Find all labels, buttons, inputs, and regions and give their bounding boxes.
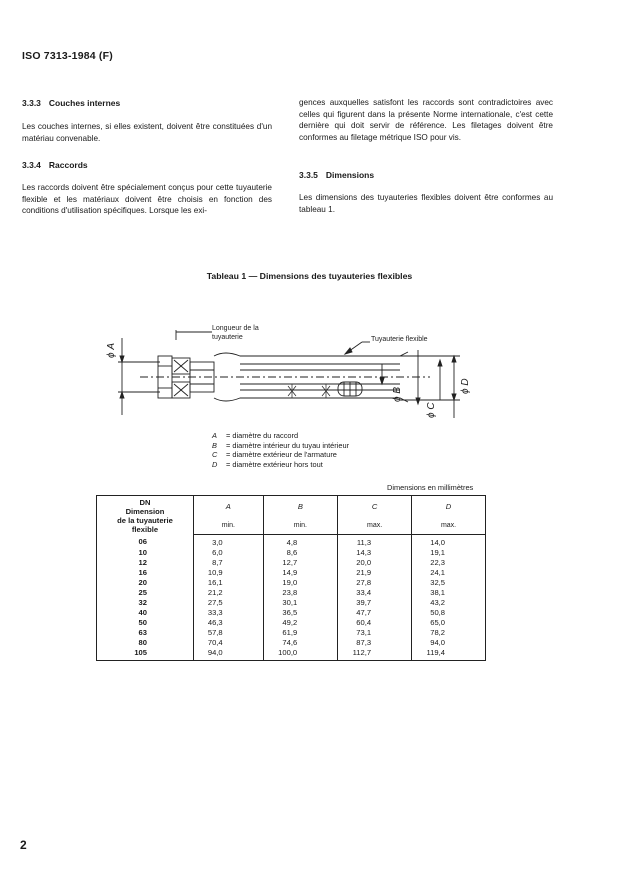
cell-d: 119,4 [412,648,486,661]
cell-a: 6,0 [194,548,264,558]
cell-dn: 80 [97,638,194,648]
table-row [97,608,486,618]
cell-a: 57,8 [194,628,264,638]
cell-c: 11,3 [338,534,412,548]
legend-item [212,460,349,470]
cell-c: 20,0 [338,558,412,568]
cell-a: 8,7 [194,558,264,568]
cell-a: 21,2 [194,588,264,598]
dn-header-line: flexible [131,525,159,534]
cell-d: 24,1 [412,568,486,578]
cell-dn: 105 [97,648,194,661]
cell-dn: 06 [97,534,194,548]
col-header-c: C [338,496,412,518]
cell-b: 8,6 [263,548,338,558]
table-row [97,558,486,568]
col-qualifier: max. [412,517,486,534]
section-333-text: Les couches internes, si elles existent, doivent être constituées d'un matériau convenable. [22,122,272,143]
col-header-a: A [194,496,264,518]
legend-letter: B [212,440,217,450]
section-title: Raccords [48,160,88,170]
cell-b: 14,9 [263,568,338,578]
legend-text: = diamètre extérieur hors tout [226,459,323,469]
units-note: Dimensions en millimètres [387,483,474,492]
cell-c: 47,7 [338,608,412,618]
dn-header-line: Dimension [125,507,165,516]
table-row [97,578,486,588]
cell-c: 112,7 [338,648,412,661]
cell-d: 94,0 [412,638,486,648]
table-title: Tableau 1 — Dimensions des tuyauteries flexibles [206,271,413,281]
legend-item [212,450,349,460]
cell-dn: 63 [97,628,194,638]
table-body [97,534,486,660]
section-334-continued-text: gences auxquelles satisfont les raccords sont contradictoires avec celles qui figurent dans la présente Norme internationale, c'est cette dernière qui doit servir de référence. Les filetages doivent être conformes au filetage métrique ISO pour vis. [299,98,553,142]
section-title: Couches internes [48,98,121,108]
section-334-text: Les raccords doivent être spécialement conçus pour cette tuyauterie flexible et les matériaux doivent être choisis en fonction des conditions d'utilisation spécifiques. Lorsque les exi- [22,183,272,215]
legend-letter: C [212,450,218,460]
dn-header-line: de la tuyauterie [117,516,173,525]
cell-a: 3,0 [194,534,264,548]
legend-letter: D [212,459,218,469]
cell-b: 36,5 [263,608,338,618]
page-number: 2 [20,838,27,852]
dim-label-c: ϕ C [426,402,437,418]
cell-dn: 10 [97,548,194,558]
legend-item [212,431,349,441]
cell-dn: 12 [97,558,194,568]
cell-c: 21,9 [338,568,412,578]
cell-dn: 50 [97,618,194,628]
section-335-heading [299,170,553,180]
cell-a: 16,1 [194,578,264,588]
cell-dn: 25 [97,588,194,598]
cell-a: 33,3 [194,608,264,618]
dn-header-line: DN [139,498,151,507]
dim-label-d: ϕ D [460,378,471,394]
cell-c: 27,8 [338,578,412,588]
label-length-line1: Longueur de la [212,325,259,332]
document-id: ISO 7313-1984 (F) [22,50,113,62]
cell-dn: 20 [97,578,194,588]
section-334-heading [22,160,272,170]
cell-a: 10,9 [194,568,264,578]
legend-letter: A [212,431,217,440]
cell-d: 14,0 [412,534,486,548]
hose-diagram [100,320,480,430]
table-row [97,548,486,558]
section-335-text: Les dimensions des tuyauteries flexibles doivent être conformes au tableau 1. [299,193,553,214]
cell-d: 78,2 [412,628,486,638]
table-row [97,618,486,628]
cell-dn: 40 [97,608,194,618]
table-row [97,598,486,608]
cell-c: 73,1 [338,628,412,638]
section-number: 3.3.3 [22,98,41,108]
cell-b: 12,7 [263,558,338,568]
table-row [97,588,486,598]
cell-b: 49,2 [263,618,338,628]
section-number: 3.3.4 [22,160,41,170]
table-row [97,628,486,638]
dim-label-a: ϕ A [106,342,117,358]
table-row [97,568,486,578]
cell-d: 19,1 [412,548,486,558]
cell-c: 60,4 [338,618,412,628]
cell-b: 23,8 [263,588,338,598]
section-333-heading [22,98,272,108]
cell-d: 38,1 [412,588,486,598]
cell-b: 4,8 [263,534,338,548]
legend-text: = diamètre du raccord [226,431,299,440]
cell-c: 39,7 [338,598,412,608]
col-qualifier: max. [338,517,412,534]
table-row [97,534,486,548]
dimensions-table [96,495,486,661]
cell-d: 50,8 [412,608,486,618]
col-qualifier: min. [194,517,264,534]
label-hose: Tuyauterie flexible [371,336,428,343]
col-header-b: B [263,496,338,518]
cell-a: 46,3 [194,618,264,628]
section-title: Dimensions [325,170,375,180]
cell-b: 74,6 [263,638,338,648]
cell-a: 94,0 [194,648,264,661]
cell-d: 32,5 [412,578,486,588]
table-row [97,648,486,661]
cell-b: 61,9 [263,628,338,638]
table-row [97,638,486,648]
cell-a: 27,5 [194,598,264,608]
col-header-d: D [412,496,486,518]
cell-b: 100,0 [263,648,338,661]
cell-c: 33,4 [338,588,412,598]
legend-text: = diamètre intérieur du tuyau intérieur [226,440,350,450]
label-length-line2: tuyauterie [212,334,243,341]
cell-c: 14,3 [338,548,412,558]
cell-b: 30,1 [263,598,338,608]
dim-label-b: ϕ B [392,386,403,402]
cell-d: 22,3 [412,558,486,568]
dn-header [97,496,194,535]
col-qualifier: min. [263,517,338,534]
cell-a: 70,4 [194,638,264,648]
cell-dn: 16 [97,568,194,578]
cell-b: 19,0 [263,578,338,588]
cell-c: 87,3 [338,638,412,648]
cell-d: 43,2 [412,598,486,608]
cell-d: 65,0 [412,618,486,628]
legend-text: = diamètre extérieur de l'armature [226,450,337,460]
figure-legend [212,431,349,469]
cell-dn: 32 [97,598,194,608]
legend-item [212,441,349,451]
section-number: 3.3.5 [299,170,318,180]
